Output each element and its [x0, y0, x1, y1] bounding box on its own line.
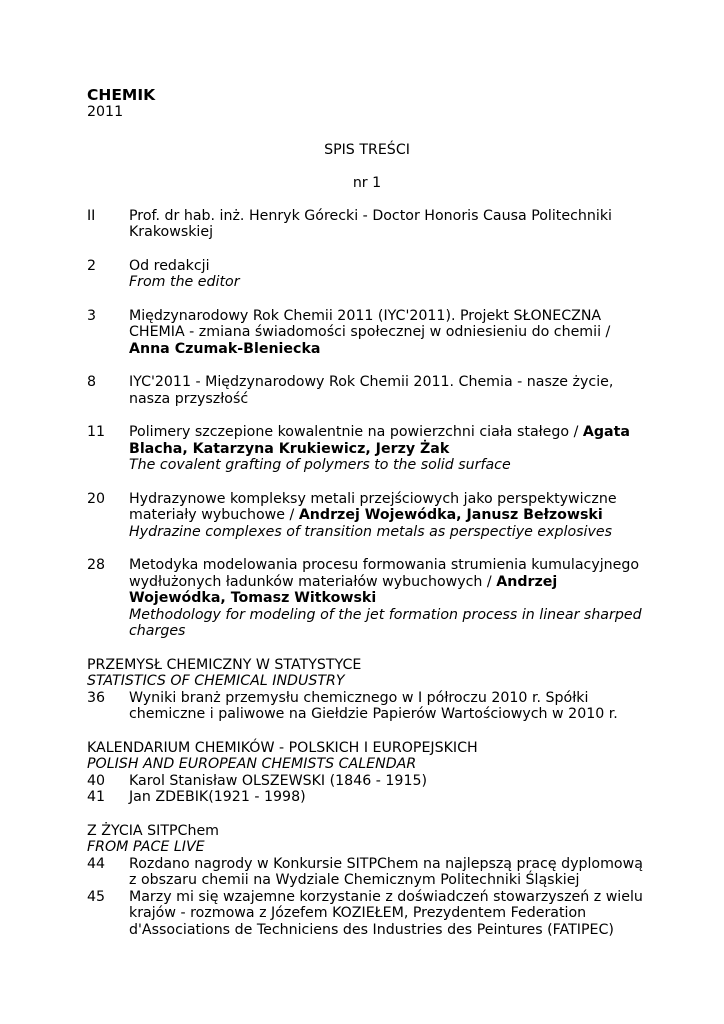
toc-entry — [87, 491, 647, 541]
journal-year: 2011 — [87, 104, 124, 120]
entry-title: Prof. dr hab. inż. Henryk Górecki - Doctor Honoris Causa Politechniki Krakowskiej — [129, 207, 612, 240]
toc-entry — [87, 557, 647, 640]
document-page — [87, 86, 647, 938]
item-text: Karol Stanisław OLSZEWSKI (1846 - 1915) — [129, 772, 428, 789]
entry-text — [129, 208, 647, 241]
page-number: 40 — [87, 772, 106, 789]
entry-title: Międzynarodowy Rok Chemii 2011 (IYC'2011). Projekt SŁONECZNA CHEMIA - zmiana świadomości społecznej w odniesieniu do chemii / — [129, 307, 611, 340]
entry-title-en: From the editor — [129, 274, 240, 290]
page-number: 3 — [87, 307, 97, 324]
section-item — [87, 889, 647, 939]
section-title: KALENDARIUM CHEMIKÓW - POLSKICH I EUROPEJSKICH — [87, 739, 478, 756]
entry-title: IYC'2011 - Międzynarodowy Rok Chemii 2011. Chemia - nasze życie, nasza przyszłość — [129, 374, 614, 407]
section-title-en: FROM PACE LIVE — [87, 839, 205, 855]
page-number: 41 — [87, 789, 106, 805]
section-calendar — [87, 740, 647, 806]
entry-title: Hydrazynowe kompleksy metali przejściowych jako perspektywiczne materiały wybuchowe / — [129, 490, 617, 523]
entry-text — [129, 374, 647, 407]
page-number: 2 — [87, 257, 97, 274]
section-item — [87, 690, 647, 723]
section-title-en: POLISH AND EUROPEAN CHEMISTS CALENDAR — [87, 756, 417, 772]
page-number: 44 — [87, 855, 106, 872]
item-text: Marzy mi się wzajemne korzystanie z doświadczeń stowarzyszeń z wielu krajów - rozmowa z Józefem KOZIEŁEM, Prezydentem Federation d'Associations de Techniciens des Industries des Peintures (FATIPEC) — [129, 888, 643, 938]
item-text: Rozdano nagrody w Konkursie SITPChem na najlepszą pracę dyplomową z obszaru chemii na Wydziale Chemicznym Politechniki Śląskiej — [129, 855, 643, 888]
page-number: 11 — [87, 424, 106, 440]
page-number: 28 — [87, 557, 106, 573]
entry-authors: Anna Czumak-Bleniecka — [129, 340, 321, 357]
entry-text — [129, 557, 647, 640]
page-number: 45 — [87, 888, 106, 905]
toc-entry — [87, 258, 647, 291]
entry-text — [129, 424, 647, 474]
entry-authors: Andrzej Wojewódka, Tomasz Witkowski — [129, 573, 558, 606]
entry-title-en: The covalent grafting of polymers to the solid surface — [129, 457, 511, 473]
toc-entry — [87, 424, 647, 474]
section-sitpchem — [87, 823, 647, 939]
section-statistics — [87, 657, 647, 723]
entry-title-en: Hydrazine complexes of transition metals as perspectiye explosives — [129, 523, 612, 540]
entry-text — [129, 258, 647, 291]
section-title: Z ŻYCIA SITPChem — [87, 822, 220, 839]
toc-entry — [87, 308, 647, 358]
entry-authors: Agata Blacha, Katarzyna Krukiewicz, Jerzy Żak — [129, 424, 630, 457]
item-text: Jan ZDEBIK(1921 - 1998) — [129, 789, 306, 805]
item-text: Wyniki branż przemysłu chemicznego w I półroczu 2010 r. Spółki chemiczne i paliwowe na Giełdzie Papierów Wartościowych w 2010 r. — [129, 689, 618, 722]
section-title: PRZEMYSŁ CHEMICZNY W STATYSTYCE — [87, 656, 362, 673]
page-number: 20 — [87, 490, 106, 507]
entry-title: Metodyka modelowania procesu formowania strumienia kumulacyjnego wydłużonych ładunków materiałów wybuchowych / — [129, 557, 640, 590]
issue-number: nr 1 — [352, 175, 382, 191]
section-title-en: STATISTICS OF CHEMICAL INDUSTRY — [87, 673, 345, 689]
journal-title: CHEMIK — [87, 86, 156, 104]
entry-text — [129, 491, 647, 541]
entry-text — [129, 308, 647, 358]
section-item — [87, 789, 647, 806]
toc-entry — [87, 208, 647, 241]
entry-title: Od redakcji — [129, 257, 210, 274]
page-number: 8 — [87, 374, 97, 390]
section-item — [87, 773, 647, 790]
entry-title: Polimery szczepione kowalentnie na powierzchni ciała stałego / — [129, 424, 583, 440]
page-number: II — [87, 207, 96, 224]
toc-heading: SPIS TREŚCI — [324, 141, 410, 158]
toc-entry — [87, 374, 647, 407]
entry-authors: Andrzej Wojewódka, Janusz Bełzowski — [298, 507, 603, 523]
page-number: 36 — [87, 689, 106, 706]
section-item — [87, 856, 647, 889]
entry-title-en: Methodology for modeling of the jet formation process in linear sharped charges — [129, 606, 642, 639]
